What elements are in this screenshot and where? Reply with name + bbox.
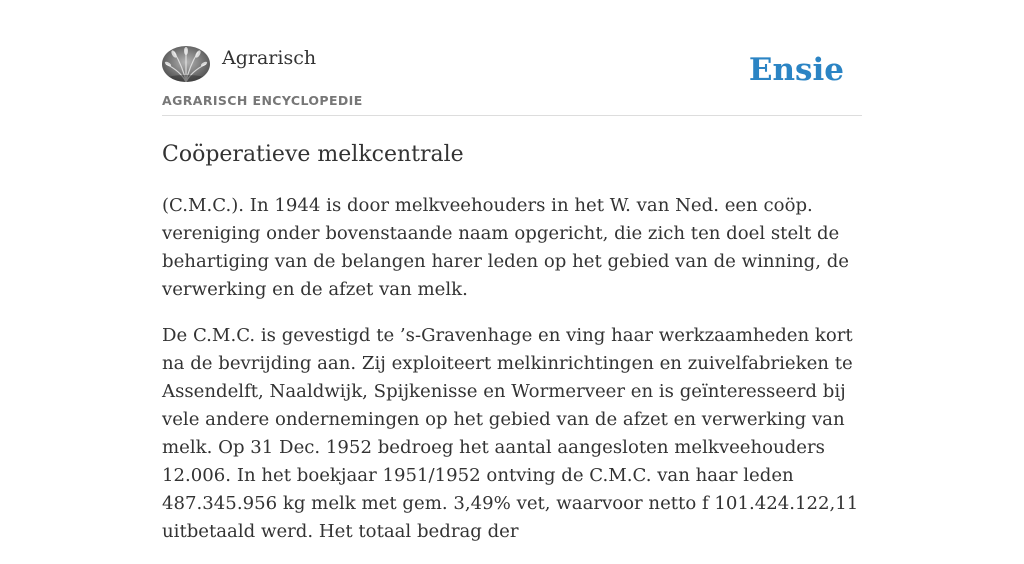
wheat-icon[interactable] bbox=[162, 46, 210, 82]
source-subtitle: AGRARISCH ENCYCLOPEDIE bbox=[162, 93, 363, 108]
source-header bbox=[162, 0, 862, 116]
article-page bbox=[162, 0, 862, 542]
article-paragraph: (C.M.C.). In 1944 is door melkveehouders in het W. van Ned. een coöp. vereniging onder bovenstaande naam opgericht, die zich ten doel stelt de behartiging van de belangen harer leden op het gebied van de winning, de verwerking en de afzet van melk. bbox=[162, 195, 850, 300]
article-body bbox=[162, 192, 862, 564]
brand-logo-link[interactable]: Ensie bbox=[748, 52, 844, 88]
page-title: Coöperatieve melkcentrale bbox=[162, 142, 464, 167]
source-name[interactable]: Agrarisch bbox=[222, 47, 317, 69]
article-paragraph: De C.M.C. is gevestigd te ’s-Gravenhage en ving haar werkzaamheden kort na de bevrijding aan. Zij exploiteert melkinrichtingen en zuivelfabrieken te Assendelft, Naaldwijk, Spijkenisse en Wormerveer en is geïnteresseerd bij vele andere ondernemingen op het gebied van de afzet en verwerking van melk. Op 31 Dec. 1952 bedroeg het aantal aangesloten melkveehouders 12.006. In het boekjaar 1951/1952 ontving de C.M.C. van haar leden 487.345.956 kg melk met gem. 3,49% vet, waarvoor netto f 101.424.122,11 uitbetaald werd. Het totaal bedrag der bbox=[162, 325, 859, 542]
